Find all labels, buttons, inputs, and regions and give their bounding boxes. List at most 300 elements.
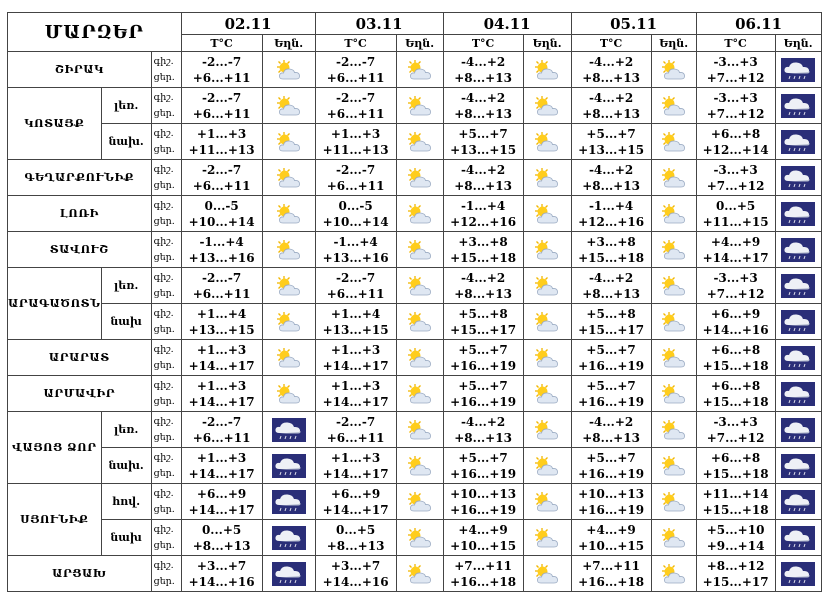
night-day-label: [151, 412, 181, 448]
day-temperature: +8...+13: [454, 430, 512, 445]
forecast-table-wrapper: [7, 12, 822, 592]
partly-cloudy-icon: [523, 52, 571, 88]
partly-cloudy-icon: [262, 52, 315, 88]
night-label: գիշ.: [153, 91, 174, 103]
day-temperature: +14...+17: [188, 502, 255, 517]
night-temperature: -3...+3: [713, 414, 758, 429]
partly-cloudy-icon: [651, 268, 696, 304]
temperature-cell: [696, 232, 775, 268]
night-label: գիշ.: [153, 487, 174, 499]
region-row: [8, 124, 822, 160]
partly-cloudy-icon: [523, 376, 571, 412]
night-day-label: [151, 268, 181, 304]
night-day-label: [151, 52, 181, 88]
temperature-unit-header: T°C: [571, 35, 651, 52]
temperature-unit-header: T°C: [315, 35, 396, 52]
day-temperature: +11...+13: [322, 142, 389, 157]
partly-cloudy-icon: [523, 88, 571, 124]
partly-cloudy-icon: [651, 484, 696, 520]
temperature-cell: [696, 124, 775, 160]
day-temperature: +14...+17: [188, 466, 255, 481]
night-temperature: +6...+8: [710, 450, 761, 465]
partly-cloudy-icon: [651, 232, 696, 268]
temperature-cell: [315, 232, 396, 268]
rain-cloud-icon: [775, 124, 821, 160]
temperature-cell: [315, 268, 396, 304]
partly-cloudy-icon: [396, 412, 443, 448]
night-temperature: -1...+4: [588, 198, 634, 213]
day-temperature: +8...+13: [454, 286, 512, 301]
subregion-label: նախ.: [101, 124, 151, 160]
partly-cloudy-icon: [262, 304, 315, 340]
day-temperature: +8...+13: [454, 70, 512, 85]
day-temperature: +14...+17: [188, 358, 255, 373]
night-temperature: +5...+7: [458, 378, 508, 393]
day-label: ցեր.: [153, 431, 175, 443]
day-label: ցեր.: [153, 359, 175, 371]
region-row: [8, 376, 822, 412]
temperature-cell: [696, 196, 775, 232]
temperature-cell: [571, 268, 651, 304]
subregion-label: լեռ.: [101, 412, 151, 448]
day-temperature: +15...+17: [578, 322, 645, 337]
day-label: ցեր.: [153, 287, 175, 299]
day-temperature: +7...+12: [706, 70, 765, 85]
day-temperature: +10...+15: [578, 538, 645, 553]
forecast-table: [7, 12, 822, 592]
day-label: ցեր.: [153, 323, 175, 335]
night-temperature: -4...+2: [460, 54, 506, 69]
night-temperature: -3...+3: [713, 162, 758, 177]
night-day-label: [151, 232, 181, 268]
day-temperature: +12...+16: [450, 214, 517, 229]
temperature-cell: [443, 196, 523, 232]
region-row: [8, 412, 822, 448]
temperature-cell: [696, 88, 775, 124]
partly-cloudy-icon: [396, 52, 443, 88]
day-temperature: +13...+16: [322, 250, 389, 265]
night-temperature: +6...+8: [710, 378, 761, 393]
night-temperature: -2...-7: [335, 54, 376, 69]
temperature-cell: [571, 52, 651, 88]
temperature-cell: [571, 340, 651, 376]
night-temperature: -3...+3: [713, 90, 758, 105]
regions-header: ՄԱՐԶԵՐ: [8, 13, 182, 52]
temperature-cell: [696, 268, 775, 304]
night-temperature: -2...-7: [201, 270, 242, 285]
partly-cloudy-icon: [651, 520, 696, 556]
night-temperature: +3...+7: [196, 558, 247, 573]
day-temperature: +9...+14: [706, 538, 765, 553]
region-row: [8, 232, 822, 268]
temperature-cell: [696, 412, 775, 448]
night-temperature: -1...+4: [460, 198, 506, 213]
partly-cloudy-icon: [396, 88, 443, 124]
partly-cloudy-icon: [396, 196, 443, 232]
date-header: 06.11: [696, 13, 821, 35]
partly-cloudy-icon: [396, 448, 443, 484]
day-temperature: +6...+11: [326, 178, 385, 193]
day-temperature: +14...+17: [322, 502, 389, 517]
day-temperature: +8...+13: [454, 106, 512, 121]
temperature-cell: [696, 304, 775, 340]
temperature-cell: [696, 340, 775, 376]
partly-cloudy-icon: [651, 196, 696, 232]
night-day-label: [151, 376, 181, 412]
temperature-cell: [571, 412, 651, 448]
night-temperature: +6...+9: [710, 306, 761, 321]
night-day-label: [151, 304, 181, 340]
temperature-cell: [696, 52, 775, 88]
region-name: ԱՐԱՐԱՏ: [8, 340, 152, 376]
temperature-cell: [443, 232, 523, 268]
region-row: [8, 448, 822, 484]
region-row: [8, 268, 822, 304]
partly-cloudy-icon: [651, 304, 696, 340]
region-row: [8, 196, 822, 232]
rain-cloud-icon: [775, 52, 821, 88]
rain-cloud-icon: [775, 232, 821, 268]
temperature-unit-header: T°C: [443, 35, 523, 52]
day-temperature: +16...+18: [578, 574, 645, 589]
day-temperature: +11...+15: [702, 214, 769, 229]
day-temperature: +8...+13: [582, 70, 640, 85]
rain-cloud-icon: [775, 448, 821, 484]
night-day-label: [151, 196, 181, 232]
night-label: գիշ.: [153, 307, 174, 319]
partly-cloudy-icon: [396, 124, 443, 160]
region-name: ԱՐՄԱՎԻՐ: [8, 376, 152, 412]
subregion-label: լեռ.: [101, 88, 151, 124]
night-temperature: 0...-5: [338, 198, 373, 213]
night-day-label: [151, 448, 181, 484]
night-label: գիշ.: [153, 163, 174, 175]
night-day-label: [151, 160, 181, 196]
rain-cloud-icon: [775, 412, 821, 448]
region-row: [8, 160, 822, 196]
night-temperature: +5...+8: [586, 306, 636, 321]
temperature-cell: [571, 160, 651, 196]
temperature-cell: [181, 520, 262, 556]
temperature-cell: [315, 448, 396, 484]
temperature-unit-header: T°C: [181, 35, 262, 52]
day-temperature: +16...+19: [450, 502, 517, 517]
rain-cloud-icon: [262, 520, 315, 556]
night-temperature: +7...+11: [454, 558, 512, 573]
day-label: ցեր.: [153, 539, 175, 551]
weather-header: Եղն.: [651, 35, 696, 52]
day-temperature: +16...+19: [578, 358, 645, 373]
temperature-cell: [696, 376, 775, 412]
temperature-cell: [315, 412, 396, 448]
day-temperature: +15...+17: [702, 574, 769, 589]
region-row: [8, 304, 822, 340]
day-label: ցեր.: [153, 107, 175, 119]
partly-cloudy-icon: [523, 124, 571, 160]
temperature-cell: [696, 520, 775, 556]
day-temperature: +16...+19: [450, 358, 517, 373]
day-temperature: +12...+14: [702, 142, 769, 157]
day-temperature: +14...+17: [322, 466, 389, 481]
night-temperature: +5...+7: [458, 342, 508, 357]
day-temperature: +14...+16: [702, 322, 769, 337]
night-temperature: +3...+8: [458, 234, 508, 249]
day-label: ցեր.: [153, 395, 175, 407]
rain-cloud-icon: [775, 88, 821, 124]
night-temperature: -2...-7: [335, 414, 376, 429]
partly-cloudy-icon: [396, 340, 443, 376]
day-temperature: +8...+13: [192, 538, 251, 553]
temperature-cell: [443, 124, 523, 160]
partly-cloudy-icon: [262, 196, 315, 232]
night-day-label: [151, 520, 181, 556]
temperature-cell: [181, 304, 262, 340]
night-label: գիշ.: [153, 235, 174, 247]
partly-cloudy-icon: [651, 448, 696, 484]
night-temperature: -1...+4: [199, 234, 244, 249]
temperature-cell: [571, 556, 651, 592]
day-temperature: +10...+14: [188, 214, 255, 229]
temperature-cell: [443, 160, 523, 196]
night-temperature: 0...+5: [715, 198, 756, 213]
day-temperature: +10...+15: [450, 538, 517, 553]
temperature-cell: [315, 520, 396, 556]
temperature-cell: [181, 412, 262, 448]
night-temperature: +1...+3: [330, 342, 381, 357]
partly-cloudy-icon: [651, 124, 696, 160]
night-temperature: +1...+3: [330, 378, 381, 393]
day-temperature: +14...+16: [188, 574, 255, 589]
temperature-cell: [443, 304, 523, 340]
day-temperature: +13...+15: [578, 142, 645, 157]
day-temperature: +16...+18: [450, 574, 517, 589]
partly-cloudy-icon: [523, 196, 571, 232]
partly-cloudy-icon: [651, 160, 696, 196]
day-temperature: +15...+18: [702, 466, 769, 481]
temperature-cell: [571, 196, 651, 232]
night-temperature: +1...+3: [196, 126, 247, 141]
temperature-cell: [181, 376, 262, 412]
temperature-cell: [315, 196, 396, 232]
subregion-label: նախ.: [101, 448, 151, 484]
subregion-label: հով.: [101, 484, 151, 520]
day-temperature: +16...+19: [578, 394, 645, 409]
night-day-label: [151, 484, 181, 520]
region-name: ՇԻՐԱԿ: [8, 52, 152, 88]
night-temperature: +1...+3: [330, 450, 381, 465]
rain-cloud-icon: [262, 412, 315, 448]
region-row: [8, 520, 822, 556]
partly-cloudy-icon: [396, 520, 443, 556]
night-temperature: -4...+2: [588, 90, 634, 105]
rain-cloud-icon: [775, 340, 821, 376]
partly-cloudy-icon: [396, 160, 443, 196]
night-temperature: +4...+9: [586, 522, 636, 537]
night-temperature: +3...+8: [586, 234, 636, 249]
night-temperature: +1...+3: [196, 450, 247, 465]
night-label: գիշ.: [153, 343, 174, 355]
night-temperature: +5...+7: [586, 342, 636, 357]
night-temperature: +5...+7: [458, 450, 508, 465]
partly-cloudy-icon: [523, 304, 571, 340]
day-label: ցեր.: [153, 467, 175, 479]
region-row: [8, 556, 822, 592]
night-temperature: -4...+2: [460, 162, 506, 177]
day-label: ցեր.: [153, 215, 175, 227]
subregion-label: նախ: [101, 520, 151, 556]
night-label: գիշ.: [153, 127, 174, 139]
night-temperature: +3...+7: [330, 558, 381, 573]
temperature-cell: [443, 448, 523, 484]
region-name: ԱՐԱԳԱԾՈՏՆ: [8, 268, 102, 340]
night-day-label: [151, 556, 181, 592]
day-temperature: +6...+11: [192, 106, 251, 121]
night-temperature: +6...+9: [330, 486, 381, 501]
night-temperature: +6...+8: [710, 126, 761, 141]
day-temperature: +6...+11: [192, 430, 251, 445]
night-temperature: +6...+9: [196, 486, 247, 501]
night-temperature: -2...-7: [201, 54, 242, 69]
night-label: գիշ.: [153, 415, 174, 427]
rain-cloud-icon: [775, 304, 821, 340]
day-label: ցեր.: [153, 575, 175, 587]
temperature-unit-header: T°C: [696, 35, 775, 52]
temperature-cell: [181, 196, 262, 232]
day-temperature: +15...+18: [702, 502, 769, 517]
day-temperature: +14...+17: [322, 358, 389, 373]
rain-cloud-icon: [775, 268, 821, 304]
region-row: [8, 340, 822, 376]
night-label: գիշ.: [153, 55, 174, 67]
day-temperature: +16...+19: [578, 502, 645, 517]
weather-header: Եղն.: [775, 35, 821, 52]
weather-header: Եղն.: [396, 35, 443, 52]
day-temperature: +8...+13: [326, 538, 385, 553]
partly-cloudy-icon: [396, 484, 443, 520]
day-temperature: +7...+12: [706, 178, 765, 193]
day-temperature: +15...+18: [578, 250, 645, 265]
temperature-cell: [315, 52, 396, 88]
night-temperature: -2...-7: [335, 270, 376, 285]
night-temperature: +10...+13: [578, 486, 645, 501]
rain-cloud-icon: [262, 556, 315, 592]
day-temperature: +6...+11: [326, 430, 385, 445]
temperature-cell: [571, 484, 651, 520]
day-temperature: +14...+17: [322, 394, 389, 409]
night-temperature: +6...+8: [710, 342, 761, 357]
partly-cloudy-icon: [651, 52, 696, 88]
day-label: ցեր.: [153, 503, 175, 515]
day-temperature: +6...+11: [326, 106, 385, 121]
partly-cloudy-icon: [262, 160, 315, 196]
night-temperature: +1...+3: [196, 342, 247, 357]
night-label: գիշ.: [153, 379, 174, 391]
temperature-cell: [181, 484, 262, 520]
night-temperature: -4...+2: [460, 90, 506, 105]
temperature-cell: [315, 124, 396, 160]
night-label: գիշ.: [153, 523, 174, 535]
day-temperature: +13...+16: [188, 250, 255, 265]
night-temperature: -2...-7: [335, 90, 376, 105]
night-temperature: -4...+2: [588, 54, 634, 69]
partly-cloudy-icon: [523, 484, 571, 520]
temperature-cell: [181, 232, 262, 268]
night-label: գիշ.: [153, 199, 174, 211]
night-temperature: -4...+2: [588, 270, 634, 285]
temperature-cell: [315, 556, 396, 592]
temperature-cell: [443, 520, 523, 556]
night-temperature: +5...+7: [586, 126, 636, 141]
partly-cloudy-icon: [651, 412, 696, 448]
day-temperature: +13...+15: [450, 142, 517, 157]
night-temperature: +7...+11: [582, 558, 640, 573]
date-header: 04.11: [443, 13, 571, 35]
temperature-cell: [696, 556, 775, 592]
night-temperature: -3...+3: [713, 54, 758, 69]
day-temperature: +7...+12: [706, 286, 765, 301]
night-day-label: [151, 124, 181, 160]
partly-cloudy-icon: [396, 304, 443, 340]
partly-cloudy-icon: [523, 268, 571, 304]
partly-cloudy-icon: [262, 376, 315, 412]
night-temperature: -2...-7: [201, 90, 242, 105]
partly-cloudy-icon: [262, 340, 315, 376]
night-temperature: +5...+7: [586, 450, 636, 465]
partly-cloudy-icon: [396, 268, 443, 304]
night-temperature: -2...-7: [335, 162, 376, 177]
day-temperature: +7...+12: [706, 430, 765, 445]
night-label: գիշ.: [153, 559, 174, 571]
day-temperature: +14...+17: [702, 250, 769, 265]
temperature-cell: [443, 376, 523, 412]
temperature-cell: [181, 124, 262, 160]
rain-cloud-icon: [775, 160, 821, 196]
day-temperature: +6...+11: [326, 70, 385, 85]
day-temperature: +8...+13: [582, 106, 640, 121]
temperature-cell: [571, 376, 651, 412]
rain-cloud-icon: [775, 196, 821, 232]
temperature-cell: [315, 304, 396, 340]
partly-cloudy-icon: [396, 556, 443, 592]
temperature-cell: [443, 52, 523, 88]
temperature-cell: [443, 340, 523, 376]
region-row: [8, 88, 822, 124]
temperature-cell: [181, 556, 262, 592]
day-temperature: +8...+13: [582, 430, 640, 445]
temperature-cell: [181, 52, 262, 88]
day-temperature: +16...+19: [450, 466, 517, 481]
night-temperature: 0...+5: [201, 522, 242, 537]
partly-cloudy-icon: [523, 556, 571, 592]
rain-cloud-icon: [775, 484, 821, 520]
night-temperature: -4...+2: [588, 414, 634, 429]
date-header: 02.11: [181, 13, 315, 35]
temperature-cell: [571, 124, 651, 160]
partly-cloudy-icon: [523, 160, 571, 196]
partly-cloudy-icon: [651, 88, 696, 124]
night-temperature: -4...+2: [588, 162, 634, 177]
region-row: [8, 52, 822, 88]
night-temperature: +8...+12: [706, 558, 765, 573]
partly-cloudy-icon: [523, 412, 571, 448]
temperature-cell: [181, 268, 262, 304]
night-day-label: [151, 88, 181, 124]
region-name: ՏԱՎՈՒՇ: [8, 232, 152, 268]
partly-cloudy-icon: [396, 232, 443, 268]
temperature-cell: [181, 340, 262, 376]
night-temperature: +5...+8: [458, 306, 508, 321]
weather-header: Եղն.: [262, 35, 315, 52]
